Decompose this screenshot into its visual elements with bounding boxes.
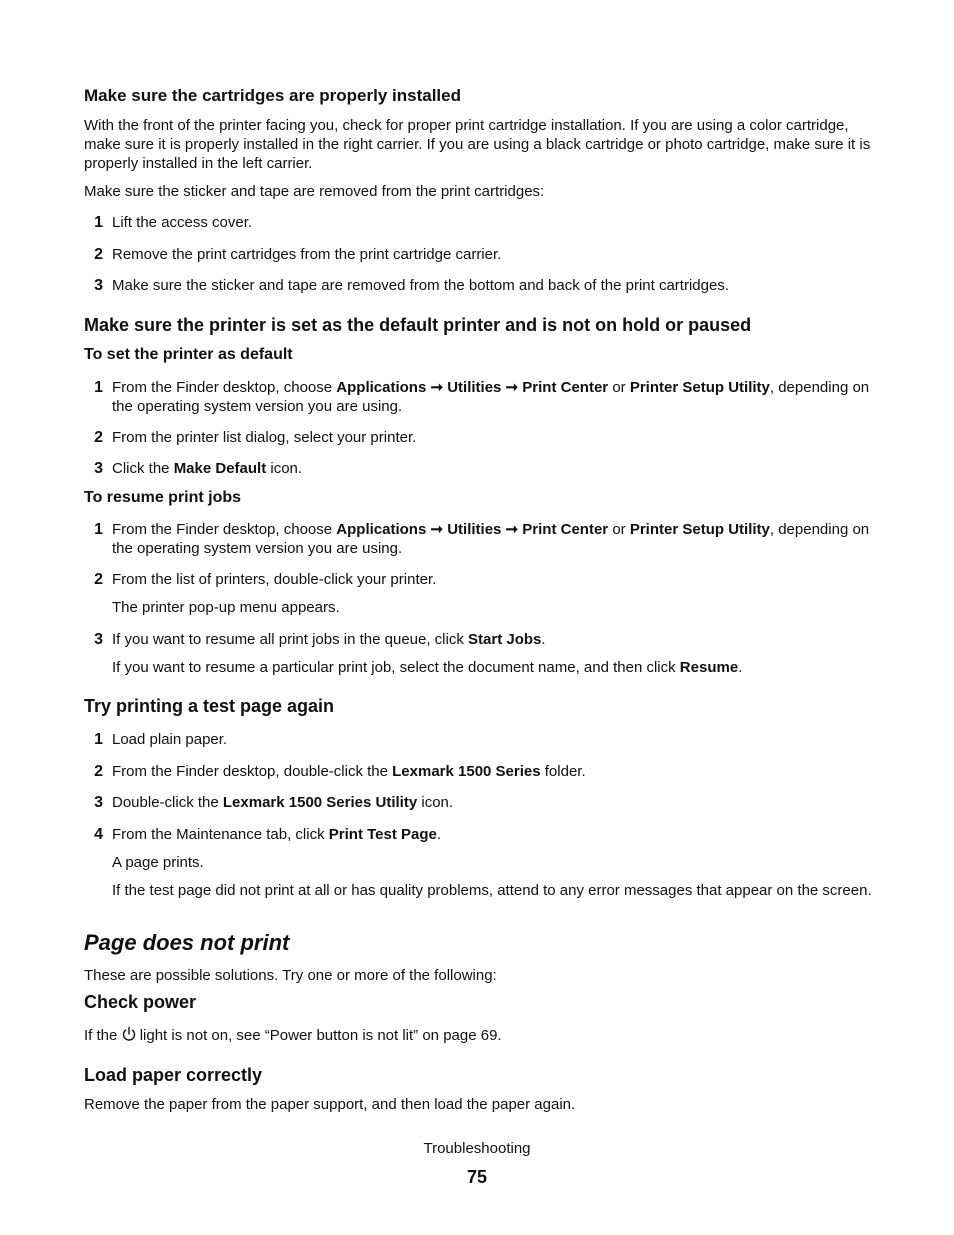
- step-text: Make sure the sticker and tape are removed from the bottom and back of the print cartridges.: [112, 277, 729, 294]
- step-number: 3: [94, 631, 103, 648]
- step-number: 1: [94, 214, 103, 231]
- step-text: Load plain paper.: [112, 731, 228, 748]
- subheading-check-power: Check power: [84, 992, 197, 1012]
- resume-step-2: [84, 570, 874, 589]
- step-number: 2: [94, 763, 103, 780]
- step-text: Remove the print cartridges from the print cartridge carrier.: [112, 246, 502, 263]
- test-step-3: [84, 793, 874, 812]
- resume-step-3-note: If you want to resume a particular print job, select the document name, and then click Resume.: [112, 659, 743, 676]
- step-text: Click the Make Default icon.: [112, 460, 303, 477]
- step-number: 3: [94, 794, 103, 811]
- default-step-1: [84, 378, 874, 416]
- page-section-title: Page does not print: [84, 930, 290, 955]
- step-text: From the list of printers, double-click your printer.: [112, 571, 437, 588]
- test-step-2: [84, 762, 874, 781]
- power-icon: [122, 1026, 136, 1042]
- step-text: From the Finder desktop, double-click the Lexmark 1500 Series folder.: [112, 763, 586, 780]
- test-step-4-note-1: A page prints.: [112, 854, 204, 871]
- test-step-4-note-2: If the test page did not print at all or has quality problems, attend to any error messages that appear on the screen.: [112, 882, 872, 899]
- step-number: 1: [94, 379, 103, 396]
- step-number: 3: [94, 277, 103, 294]
- step-text: From the Finder desktop, choose Applications ➞ Utilities ➞ Print Center or Printer Setup Utility, depending on the operating system version you are using.: [112, 521, 870, 557]
- check-power-text: If the light is not on, see “Power button is not lit” on page 69.: [84, 1027, 502, 1044]
- cartridges-intro: With the front of the printer facing you, check for proper print cartridge installation. If you are using a color cartridge, make sure it is properly installed in the right carrier. If you are using a black cartridge or photo cartridge, make sure it is properly installed in the left carrier.: [84, 117, 871, 172]
- cartridge-step-2: [84, 245, 874, 264]
- footer-chapter-label: Troubleshooting: [423, 1140, 531, 1157]
- default-step-3: [84, 459, 874, 478]
- step-text: Double-click the Lexmark 1500 Series Utility icon.: [112, 794, 454, 811]
- step-number: 3: [94, 460, 103, 477]
- section-heading-default-printer: Make sure the printer is set as the default printer and is not on hold or paused: [84, 315, 752, 335]
- cartridge-step-1: [84, 213, 874, 232]
- step-text: If you want to resume all print jobs in the queue, click Start Jobs.: [112, 631, 546, 648]
- step-number: 4: [94, 826, 103, 843]
- section-heading-cartridges: Make sure the cartridges are properly installed: [84, 86, 461, 105]
- step-text: From the printer list dialog, select your printer.: [112, 429, 417, 446]
- resume-step-3: [84, 630, 874, 649]
- resume-step-1: [84, 520, 874, 558]
- cartridge-step-3: [84, 276, 874, 295]
- step-number: 1: [94, 521, 103, 538]
- resume-step-2-note: The printer pop-up menu appears.: [112, 599, 340, 616]
- step-number: 2: [94, 571, 103, 588]
- step-text: Lift the access cover.: [112, 214, 253, 231]
- test-step-4: [84, 825, 874, 844]
- step-number: 2: [94, 246, 103, 263]
- step-number: 1: [94, 731, 103, 748]
- subheading-load-paper: Load paper correctly: [84, 1065, 263, 1085]
- page-number: 75: [466, 1167, 488, 1187]
- default-step-2: [84, 428, 874, 447]
- test-step-1: [84, 730, 874, 749]
- step-number: 2: [94, 429, 103, 446]
- subheading-resume-jobs: To resume print jobs: [84, 489, 242, 506]
- load-paper-text: Remove the paper from the paper support, and then load the paper again.: [84, 1096, 576, 1113]
- step-text: From the Maintenance tab, click Print Test Page.: [112, 826, 442, 843]
- subheading-set-default: To set the printer as default: [84, 346, 293, 363]
- step-text: From the Finder desktop, choose Applications ➞ Utilities ➞ Print Center or Printer Setup Utility, depending on the operating system version you are using.: [112, 379, 870, 415]
- cartridges-intro-2: Make sure the sticker and tape are removed from the print cartridges:: [84, 183, 545, 200]
- section-heading-test-page: Try printing a test page again: [84, 696, 335, 716]
- solutions-intro: These are possible solutions. Try one or more of the following:: [84, 967, 497, 984]
